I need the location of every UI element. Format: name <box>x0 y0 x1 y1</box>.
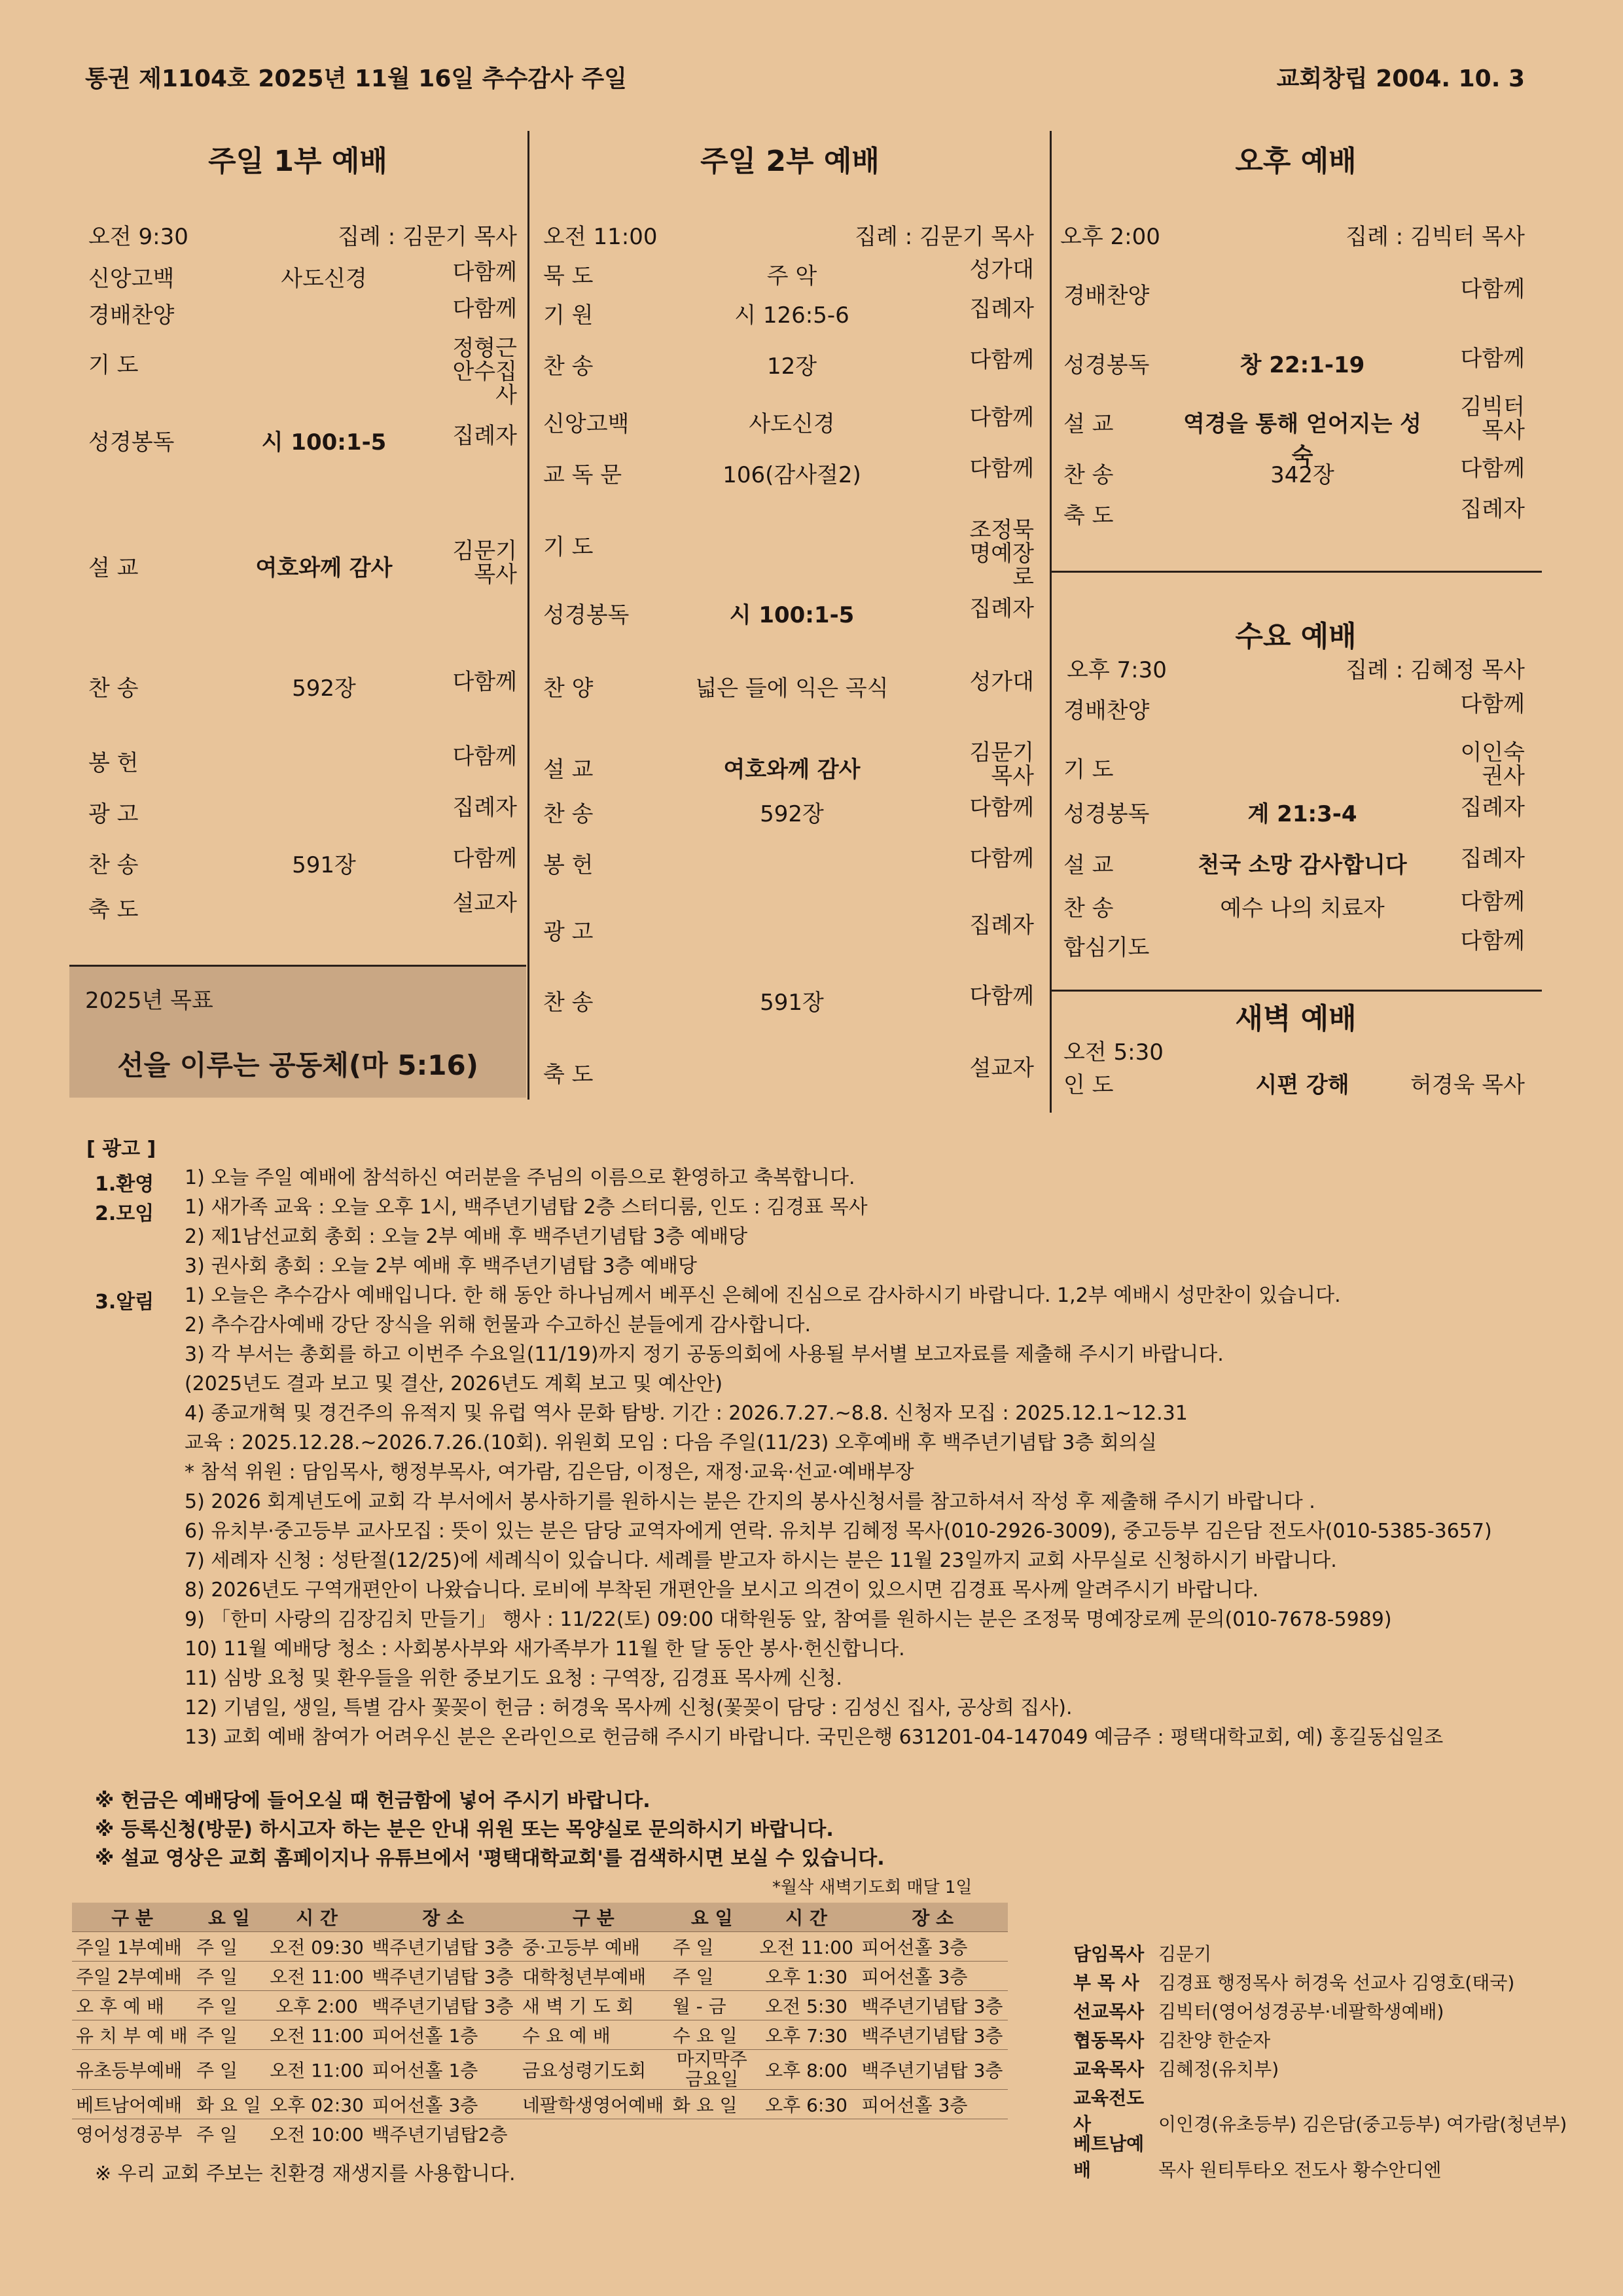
ads-line: 1) 새가족 교육 : 오늘 오후 1시, 백주년기념탑 2층 스터디룸, 인도 : 김경표 목사 <box>185 1196 868 1219</box>
ads-section-label: 3.알림 <box>95 1291 154 1314</box>
service2-title: 주일 2부 예배 <box>700 145 880 178</box>
ads-line: 3) 각 부서는 총회를 하고 이번주 수요일(11/19)까지 정기 공동의회에 사용될 부서별 보고자료를 제출해 주시기 바랍니다. <box>185 1343 1224 1366</box>
staff-role: 베트남예배 <box>1073 2133 1145 2181</box>
afternoon-time: 오후 2:00 <box>1060 224 1160 250</box>
service1-content: 사도신경 <box>281 266 367 292</box>
schedule-cell: 오전 5:30 <box>755 1991 858 2020</box>
service2-content: 시 126:5-6 <box>734 302 849 329</box>
ads-line: 2) 추수감사예배 강단 장식을 위해 헌물과 수고하신 분들에게 감사합니다. <box>185 1314 812 1336</box>
schedule-row <box>72 1991 1008 2020</box>
service1-item: 찬 송 <box>88 675 139 702</box>
service2-item: 기 원 <box>543 302 594 329</box>
service1-content: 여호와께 감사 <box>255 555 393 581</box>
schedule-header-cell: 장 소 <box>368 1903 518 1932</box>
dawn-content: 시편 강해 <box>1255 1072 1349 1098</box>
service2-content: 시 100:1-5 <box>729 602 855 628</box>
schedule-cell: 피어선홀 3층 <box>857 1932 1008 1962</box>
goal-text: 선을 이루는 공동체(마 5:16) <box>117 1049 478 1081</box>
service2-leader: 집례 : 김문기 목사 <box>855 224 1034 250</box>
dawn-item: 인 도 <box>1063 1072 1114 1098</box>
service2-by: 조정묵 명예장로 <box>969 517 1034 590</box>
afternoon-content: 창 22:1-19 <box>1240 352 1365 378</box>
schedule-cell: 오전 11:00 <box>755 1932 858 1962</box>
schedule-cell: 마지막주 금요일 <box>669 2050 755 2090</box>
bulletin-header-right: 교회창립 2004. 10. 3 <box>1276 65 1525 92</box>
service2-by: 다함께 <box>969 846 1034 872</box>
schedule-cell: 주 일 <box>669 1962 755 1991</box>
service1-item: 광 고 <box>88 801 139 827</box>
service2-content: 주 악 <box>766 263 817 289</box>
schedule-row <box>72 1962 1008 1991</box>
schedule-cell: 피어선홀 1층 <box>368 2050 518 2090</box>
wednesday-by: 다함께 <box>1460 889 1525 915</box>
staff-names: 김혜정(유치부) <box>1158 2058 1279 2080</box>
ads-line: 10) 11월 예배당 청소 : 사회봉사부와 새가족부가 11월 한 달 동안 봉사·헌신합니다. <box>185 1638 905 1660</box>
service1-leader: 집례 : 김문기 목사 <box>338 224 517 250</box>
schedule-cell: 월 - 금 <box>669 1991 755 2020</box>
ads-line: 8) 2026년도 구역개편안이 나왔습니다. 로비에 부착된 개편안을 보시고 의견이 있으시면 김경표 목사께 알려주시기 바랍니다. <box>185 1579 1259 1602</box>
ads-line: 11) 심방 요청 및 환우들을 위한 중보기도 요청 : 구역장, 김경표 목사께 신청. <box>185 1667 842 1690</box>
service1-content: 시 100:1-5 <box>261 429 387 456</box>
service1-item: 찬 송 <box>88 852 139 878</box>
wednesday-time: 오후 7:30 <box>1067 657 1167 683</box>
ads-note: ※ 설교 영상은 교회 홈페이지나 유튜브에서 '평택대학교회'를 검색하시면 보실 수 있습니다. <box>95 1847 885 1870</box>
service1-by: 다함께 <box>452 846 517 872</box>
service1-item: 설 교 <box>88 555 139 581</box>
schedule-cell: 주 일 <box>192 2020 266 2050</box>
schedule-cell: 주 일 <box>192 1962 266 1991</box>
afternoon-item: 경배찬양 <box>1063 283 1150 309</box>
schedule-cell: 피어선홀 3층 <box>368 2090 518 2119</box>
schedule-cell: 피어선홀 3층 <box>857 2090 1008 2119</box>
dawn-title: 새벽 예배 <box>1235 1002 1357 1035</box>
afternoon-item: 축 도 <box>1063 503 1114 529</box>
service2-by: 집례자 <box>969 596 1034 622</box>
ads-note: ※ 등록신청(방문) 하시고자 하는 분은 안내 위원 또는 목양실로 문의하시기 바랍니다. <box>95 1818 834 1841</box>
service2-by: 다함께 <box>969 795 1034 821</box>
schedule-cell: 오후 6:30 <box>755 2090 858 2119</box>
schedule-cell: 유초등부예배 <box>72 2050 192 2090</box>
schedule-cell: 오전 09:30 <box>266 1932 368 1962</box>
schedule-cell: 새 벽 기 도 회 <box>518 1991 669 2020</box>
service2-item: 찬 송 <box>543 801 594 827</box>
schedule-cell: 백주년기념탑 3층 <box>857 1991 1008 2020</box>
afternoon-by: 다함께 <box>1460 276 1525 302</box>
monthly-note: *월삭 새벽기도회 매달 1일 <box>772 1878 972 1897</box>
schedule-row <box>72 2050 1008 2090</box>
wednesday-item: 찬 송 <box>1063 895 1114 922</box>
service2-content: 사도신경 <box>749 411 835 437</box>
schedule-cell: 중·고등부 예배 <box>518 1932 669 1962</box>
schedule-header-cell: 시 간 <box>755 1903 858 1932</box>
staff-role: 부 목 사 <box>1073 1972 1139 1994</box>
schedule-cell: 백주년기념탑 3층 <box>857 2020 1008 2050</box>
service1-item: 성경봉독 <box>88 429 175 456</box>
schedule-header-cell: 요 일 <box>192 1903 266 1932</box>
service2-item: 축 도 <box>543 1062 594 1088</box>
schedule-row <box>72 2020 1008 2050</box>
divider <box>1051 571 1542 573</box>
service2-by: 성가대 <box>969 257 1034 283</box>
schedule-header-cell: 장 소 <box>857 1903 1008 1932</box>
staff-row <box>1073 1998 1444 2024</box>
afternoon-by: 다함께 <box>1460 456 1525 482</box>
wednesday-item: 기 도 <box>1063 757 1114 783</box>
service2-item: 찬 송 <box>543 353 594 380</box>
ads-section-label: 1.환영 <box>95 1173 154 1196</box>
ads-line: * 참석 위원 : 담임목사, 행정부목사, 여가람, 김은담, 이정은, 재정·교육·선교·예배부장 <box>185 1461 914 1484</box>
ads-line: 13) 교회 예배 참여가 어려우신 분은 온라인으로 헌금해 주시기 바랍니다. 국민은행 631201-04-147049 예금주 : 평택대학교회, 예) 홍길동십일조 <box>185 1726 1444 1749</box>
staff-role: 교육목사 <box>1073 2058 1145 2080</box>
staff-names: 김빅터(영어성경공부·네팔학생예배) <box>1158 2001 1444 2022</box>
service1-item: 봉 헌 <box>88 750 139 776</box>
afternoon-title: 오후 예배 <box>1235 145 1357 178</box>
ads-heading: [ 광고 ] <box>86 1138 156 1160</box>
service1-by: 다함께 <box>452 296 517 322</box>
schedule-cell: 오전 11:00 <box>266 1962 368 1991</box>
ads-section-label: 2.모임 <box>95 1202 154 1225</box>
ads-line: 4) 종교개혁 및 경건주의 유적지 및 유럽 역사 문화 탐방. 기간 : 2026.7.27.~8.8. 신청자 모집 : 2025.12.1~12.31 <box>185 1402 1188 1425</box>
service1-item: 기 도 <box>88 352 139 378</box>
wednesday-by: 이인숙 권사 <box>1460 740 1525 789</box>
service2-by: 집례자 <box>969 296 1034 322</box>
schedule-cell: 수 요 예 배 <box>518 2020 669 2050</box>
schedule-header-cell: 요 일 <box>669 1903 755 1932</box>
staff-row <box>1073 1940 1211 1966</box>
ads-line: (2025년도 결과 보고 및 결산, 2026년도 계획 보고 및 예산안) <box>185 1372 723 1395</box>
schedule-cell: 주 일 <box>192 2050 266 2090</box>
afternoon-by: 집례자 <box>1460 496 1525 522</box>
schedule-cell: 화 요 일 <box>669 2090 755 2119</box>
service1-by: 설교자 <box>452 890 517 916</box>
service2-by: 다함께 <box>969 347 1034 373</box>
wednesday-item: 성경봉독 <box>1063 801 1150 827</box>
schedule-row <box>72 1932 1008 1962</box>
service2-item: 신앙고백 <box>543 411 630 437</box>
schedule-cell: 영어성경공부 <box>72 2119 192 2149</box>
wednesday-content: 예수 나의 치료자 <box>1220 895 1385 922</box>
wednesday-leader: 집례 : 김혜정 목사 <box>1346 657 1525 683</box>
service2-by: 다함께 <box>969 983 1034 1009</box>
schedule-cell: 주 일 <box>669 1932 755 1962</box>
ads-line: 1) 오늘 주일 예배에 참석하신 여러분을 주님의 이름으로 환영하고 축복합니다. <box>185 1166 855 1189</box>
service2-content: 592장 <box>760 801 824 827</box>
wednesday-by: 집례자 <box>1460 795 1525 821</box>
service1-by: 정형근 안수집사 <box>452 335 517 408</box>
schedule-table <box>72 1903 1008 2148</box>
schedule-cell <box>518 2119 669 2149</box>
service1-item: 축 도 <box>88 897 139 923</box>
wednesday-title: 수요 예배 <box>1235 620 1357 653</box>
staff-row <box>1073 2130 1441 2182</box>
service1-title: 주일 1부 예배 <box>208 145 387 178</box>
schedule-cell <box>755 2119 858 2149</box>
schedule-cell: 피어선홀 1층 <box>368 2020 518 2050</box>
dawn-time: 오전 5:30 <box>1063 1039 1164 1066</box>
schedule-cell: 유 치 부 예 배 <box>72 2020 192 2050</box>
service2-item: 봉 헌 <box>543 852 594 878</box>
service2-item: 교 독 문 <box>543 462 622 488</box>
ads-line: 1) 오늘은 추수감사 예배입니다. 한 해 동안 하나님께서 베푸신 은혜에 진심으로 감사하시기 바랍니다. 1,2부 예배시 성만찬이 있습니다. <box>185 1284 1341 1307</box>
service2-item: 찬 양 <box>543 675 594 702</box>
staff-row <box>1073 2055 1279 2081</box>
ads-line: 9) 「한미 사랑의 김장김치 만들기」 행사 : 11/22(토) 09:00 대학원동 앞, 참여를 원하시는 분은 조정묵 명예장로께 문의(010-7678-5989) <box>185 1608 1392 1631</box>
wednesday-by: 다함께 <box>1460 928 1525 954</box>
schedule-cell: 오후 02:30 <box>266 2090 368 2119</box>
ads-line: 12) 기념일, 생일, 특별 감사 꽃꽂이 헌금 : 허경욱 목사께 신청(꽃꽂이 담당 : 김성신 집사, 공상희 집사). <box>185 1696 1073 1719</box>
schedule-cell: 오전 10:00 <box>266 2119 368 2149</box>
schedule-cell: 오후 1:30 <box>755 1962 858 1991</box>
service1-content: 591장 <box>292 852 356 878</box>
schedule-cell: 주 일 <box>192 1991 266 2020</box>
schedule-cell: 오전 11:00 <box>266 2020 368 2050</box>
service1-time: 오전 9:30 <box>88 224 188 250</box>
service1-content: 592장 <box>292 675 356 702</box>
divider <box>527 131 529 1100</box>
schedule-footer: ※ 우리 교회 주보는 친환경 재생지를 사용합니다. <box>95 2162 516 2185</box>
wednesday-item: 경배찬양 <box>1063 698 1150 724</box>
ads-line: 2) 제1남선교회 총회 : 오늘 2부 예배 후 백주년기념탑 3층 예배당 <box>185 1225 748 1248</box>
schedule-cell: 오후 7:30 <box>755 2020 858 2050</box>
wednesday-by: 다함께 <box>1460 691 1525 717</box>
divider <box>1051 990 1542 992</box>
service2-item: 광 고 <box>543 919 594 945</box>
service1-by: 다함께 <box>452 744 517 770</box>
service1-by: 다함께 <box>452 259 517 285</box>
service2-by: 김문기 목사 <box>969 740 1034 789</box>
schedule-cell: 백주년기념탑 3층 <box>368 1932 518 1962</box>
afternoon-content: 342장 <box>1270 462 1334 488</box>
afternoon-leader: 집례 : 김빅터 목사 <box>1346 224 1525 250</box>
service1-by: 다함께 <box>452 669 517 695</box>
schedule-cell: 오 후 예 배 <box>72 1991 192 2020</box>
schedule-cell: 주일 2부예배 <box>72 1962 192 1991</box>
dawn-by: 허경욱 목사 <box>1410 1072 1525 1098</box>
staff-row <box>1073 1969 1514 1995</box>
schedule-row <box>72 2119 1008 2149</box>
goal-box <box>69 965 526 1098</box>
service2-content: 106(감사절2) <box>722 462 861 488</box>
goal-label: 2025년 목표 <box>85 988 213 1014</box>
staff-names: 이인경(유초등부) 김은담(중고등부) 여가람(청년부) <box>1158 2113 1567 2135</box>
service1-item: 경배찬양 <box>88 302 175 329</box>
service1-by: 김문기 목사 <box>452 538 517 588</box>
staff-row <box>1073 2026 1270 2053</box>
schedule-cell: 주일 1부예배 <box>72 1932 192 1962</box>
bulletin-header-left: 통권 제1104호 2025년 11월 16일 추수감사 주일 <box>85 65 627 92</box>
schedule-cell: 피어선홀 3층 <box>857 1962 1008 1991</box>
schedule-cell: 네팔학생영어예배 <box>518 2090 669 2119</box>
afternoon-item: 찬 송 <box>1063 462 1114 488</box>
schedule-cell: 백주년기념탑 3층 <box>368 1962 518 1991</box>
schedule-header-cell: 구 분 <box>72 1903 192 1932</box>
afternoon-content: 역경을 통해 얻어지는 성숙 <box>1183 411 1421 469</box>
service2-by: 설교자 <box>969 1055 1034 1081</box>
schedule-cell: 대학청년부예배 <box>518 1962 669 1991</box>
service2-item: 설 교 <box>543 757 594 783</box>
ads-note: ※ 헌금은 예배당에 들어오실 때 헌금함에 넣어 주시기 바랍니다. <box>95 1789 651 1812</box>
staff-role: 교육전도사 <box>1073 2087 1145 2135</box>
service2-item: 성경봉독 <box>543 602 630 628</box>
schedule-cell <box>669 2119 755 2149</box>
schedule-cell: 오전 11:00 <box>266 2050 368 2090</box>
ads-line: 6) 유치부·중고등부 교사모집 : 뜻이 있는 분은 담당 교역자에게 연락. 유치부 김혜정 목사(010-2926-3009), 중고등부 김은담 전도사(010-5385-3657) <box>185 1520 1492 1543</box>
schedule-cell: 백주년기념탑 3층 <box>368 1991 518 2020</box>
afternoon-item: 성경봉독 <box>1063 352 1150 378</box>
schedule-cell: 주 일 <box>192 2119 266 2149</box>
schedule-cell: 백주년기념탑 3층 <box>857 2050 1008 2090</box>
service2-by: 다함께 <box>969 456 1034 482</box>
afternoon-item: 설 교 <box>1063 411 1114 437</box>
staff-names: 목사 원티투타오 전도사 황수안디엔 <box>1158 2159 1442 2181</box>
ads-line: 3) 권사회 총회 : 오늘 2부 예배 후 백주년기념탑 3층 예배당 <box>185 1255 698 1278</box>
wednesday-content: 계 21:3-4 <box>1247 801 1357 827</box>
schedule-cell: 백주년기념탑2층 <box>368 2119 518 2149</box>
staff-role: 협동목사 <box>1073 2030 1145 2051</box>
afternoon-by: 김빅터 목사 <box>1460 394 1525 444</box>
service2-by: 집례자 <box>969 912 1034 939</box>
service2-content: 넓은 들에 익은 곡식 <box>695 675 889 702</box>
service2-item: 묵 도 <box>543 263 594 289</box>
wednesday-item: 합심기도 <box>1063 935 1150 961</box>
service2-item: 기 도 <box>543 534 594 560</box>
schedule-cell <box>857 2119 1008 2149</box>
service1-by: 집례자 <box>452 423 517 449</box>
service2-time: 오전 11:00 <box>543 224 658 250</box>
schedule-cell: 금요성령기도회 <box>518 2050 669 2090</box>
service2-item: 찬 송 <box>543 990 594 1016</box>
schedule-cell: 오후 2:00 <box>266 1991 368 2020</box>
schedule-cell: 베트남어예배 <box>72 2090 192 2119</box>
service2-content: 591장 <box>760 990 824 1016</box>
service2-content: 여호와께 감사 <box>723 757 861 783</box>
service2-by: 다함께 <box>969 404 1034 431</box>
staff-names: 김문기 <box>1158 1943 1212 1965</box>
wednesday-content: 천국 소망 감사합니다 <box>1198 852 1407 878</box>
ads-line: 7) 세례자 신청 : 성탄절(12/25)에 세례식이 있습니다. 세례를 받고자 하시는 분은 11월 23일까지 교회 사무실로 신청하시기 바랍니다. <box>185 1549 1337 1572</box>
ads-line: 교육 : 2025.12.28.~2026.7.26.(10회). 위원회 모임 : 다음 주일(11/23) 오후예배 후 백주년기념탑 3층 회의실 <box>185 1431 1157 1454</box>
ads-line: 5) 2026 회계년도에 교회 각 부서에서 봉사하기를 원하시는 분은 간지의 봉사신청서를 참고하셔서 작성 후 제출해 주시기 바랍니다 . <box>185 1490 1315 1513</box>
wednesday-by: 집례자 <box>1460 846 1525 872</box>
staff-role: 담임목사 <box>1073 1943 1145 1965</box>
schedule-cell: 수 요 일 <box>669 2020 755 2050</box>
schedule-cell: 주 일 <box>192 1932 266 1962</box>
schedule-row <box>72 2090 1008 2119</box>
schedule-header-cell: 구 분 <box>518 1903 669 1932</box>
staff-role: 선교목사 <box>1073 2001 1145 2022</box>
staff-row <box>1073 2084 1567 2136</box>
afternoon-by: 다함께 <box>1460 346 1525 372</box>
divider <box>1050 131 1052 1113</box>
schedule-header-cell: 시 간 <box>266 1903 368 1932</box>
staff-names: 김경표 행정목사 허경욱 선교사 김영호(태국) <box>1158 1972 1515 1994</box>
service2-content: 12장 <box>766 353 817 380</box>
service1-by: 집례자 <box>452 795 517 821</box>
schedule-cell: 오후 8:00 <box>755 2050 858 2090</box>
service1-item: 신앙고백 <box>88 266 175 292</box>
schedule-cell: 화 요 일 <box>192 2090 266 2119</box>
service2-by: 성가대 <box>969 669 1034 695</box>
wednesday-item: 설 교 <box>1063 852 1114 878</box>
staff-names: 김찬양 한순자 <box>1158 2030 1271 2051</box>
